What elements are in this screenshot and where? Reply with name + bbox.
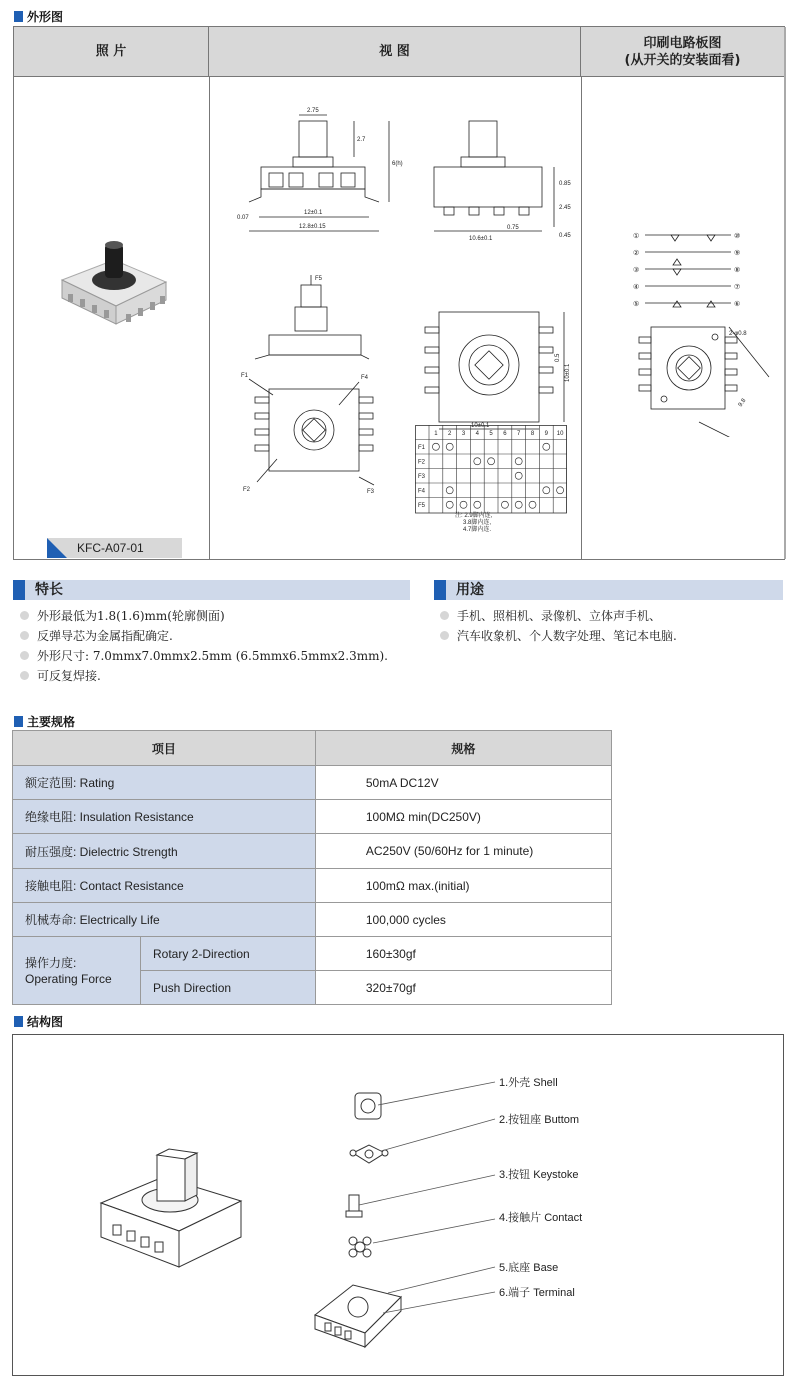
pcb-pin-label: ⑩ xyxy=(734,233,741,240)
svg-text:0.45: 0.45 xyxy=(559,233,571,239)
svg-text:2.7: 2.7 xyxy=(357,137,366,143)
truth-table-row-label: F5 xyxy=(418,502,426,509)
bar-accent-icon xyxy=(434,580,446,600)
table-row: 额定范围: Rating 50mA DC12V xyxy=(13,766,612,800)
top-view-large xyxy=(425,312,564,429)
truth-table-col-label: 2 xyxy=(448,431,452,437)
svg-text:0.5: 0.5 xyxy=(555,353,561,362)
svg-text:2.按钮座 Buttom: 2.按钮座 Buttom xyxy=(499,1114,580,1126)
svg-text:F1: F1 xyxy=(241,373,249,379)
structure-section-title: 结构图 xyxy=(14,1013,63,1030)
tag-corner-icon xyxy=(47,538,67,558)
side-view-2 xyxy=(434,121,554,231)
svg-text:0.75: 0.75 xyxy=(507,225,519,231)
assembled-switch xyxy=(101,1149,241,1267)
structure-panel xyxy=(12,1034,784,1376)
svg-text:6(h): 6(h) xyxy=(392,161,403,167)
bullet-icon xyxy=(20,631,29,640)
outline-table xyxy=(13,26,785,560)
svg-text:12.8±0.15: 12.8±0.15 xyxy=(299,224,326,230)
svg-text:F3: F3 xyxy=(367,489,375,495)
pcb-pin-lines xyxy=(633,232,740,308)
truth-table-col-label: 4 xyxy=(475,431,479,437)
spec-section-title: 主要规格 xyxy=(14,713,75,730)
part-buttom xyxy=(350,1145,388,1163)
section-marker-icon xyxy=(14,1016,23,1027)
truth-table-row-label: F1 xyxy=(418,444,426,451)
svg-text:10.6±0.1: 10.6±0.1 xyxy=(469,236,493,242)
side-view-3 xyxy=(255,275,369,359)
svg-text:10±0.1: 10±0.1 xyxy=(565,363,571,382)
svg-text:2.45: 2.45 xyxy=(559,205,571,211)
bar-accent-icon xyxy=(13,580,25,600)
bullet-icon xyxy=(20,671,29,680)
pcb-footprint xyxy=(639,327,769,437)
truth-table-mark xyxy=(488,458,495,465)
spec-header-row xyxy=(13,731,612,766)
pcb-pin-label: ① xyxy=(633,233,640,240)
list-item: 反弹导芯为金属指配确定. xyxy=(20,626,388,646)
pcb-pin-label: ③ xyxy=(633,267,640,274)
truth-table-mark xyxy=(515,472,522,479)
part-keystoke xyxy=(346,1195,362,1217)
pcb-schematic xyxy=(619,227,779,437)
force-item: 操作力度: Operating Force xyxy=(13,937,141,1005)
svg-text:0.85: 0.85 xyxy=(559,181,571,187)
list-item: 外形最低为1.8(1.6)mm(轮廓侧面) xyxy=(20,606,388,626)
truth-table-col-label: 3 xyxy=(461,431,466,437)
spec-table xyxy=(12,730,612,1005)
truth-table-grid xyxy=(415,425,567,514)
truth-table-col-label: 1 xyxy=(434,431,438,437)
col-photo-header: 照 片 xyxy=(14,27,209,77)
truth-table-mark xyxy=(460,501,467,508)
svg-text:9.8: 9.8 xyxy=(737,397,748,409)
table-row: 操作力度: Operating Force Rotary 2-Direction 160±30gf xyxy=(13,937,612,971)
truth-table-row-label: F3 xyxy=(418,473,426,480)
truth-table-mark xyxy=(557,487,564,494)
uses-bar: 用途 xyxy=(434,580,783,600)
part-shell xyxy=(355,1093,381,1119)
col-pcb-header: 印刷电路板图 (从开关的安装面看) xyxy=(624,36,741,68)
truth-table-mark xyxy=(501,501,508,508)
svg-text:4.接触片 Contact: 4.接触片 Contact xyxy=(499,1212,583,1224)
truth-table-col-label: 7 xyxy=(517,431,521,437)
table-row: 耐压强度: Dielectric Strength AC250V (50/60Hz for 1 minute) xyxy=(13,834,612,869)
bullet-icon xyxy=(20,651,29,660)
table-row: 绝缘电阻: Insulation Resistance 100MΩ min(DC250V) xyxy=(13,800,612,834)
table-row: 机械寿命: Electrically Life 100,000 cycles xyxy=(13,903,612,937)
spec-header-spec: 规格 xyxy=(315,731,611,766)
svg-text:12±0.1: 12±0.1 xyxy=(304,210,323,216)
table-row: 接触电阻: Contact Resistance 100mΩ max.(initial) xyxy=(13,869,612,903)
bullet-icon xyxy=(440,611,449,620)
top-view-f xyxy=(249,379,374,485)
product-photo xyxy=(54,232,179,337)
divider xyxy=(581,77,582,559)
list-item: 外形尺寸: 7.0mmx7.0mmx2.5mm (6.5mmx6.5mmx2.3mm). xyxy=(20,646,388,666)
list-item: 可反复焊接. xyxy=(20,666,388,686)
list-item: 汽车收象机、个人数字处理、笔记本电脑. xyxy=(440,626,677,646)
pcb-pin-label: ⑨ xyxy=(734,250,741,257)
bullet-icon xyxy=(440,631,449,640)
part-base xyxy=(315,1285,401,1347)
pcb-pin-label: ⑥ xyxy=(734,301,741,308)
section-marker-icon xyxy=(14,716,23,727)
truth-table-mark xyxy=(474,458,481,465)
truth-table-row-label: F4 xyxy=(418,488,426,495)
truth-table-mark xyxy=(446,487,453,494)
truth-table-col-label: 9 xyxy=(544,431,548,437)
truth-table-col-label: 10 xyxy=(556,431,564,437)
pcb-pin-label: ⑧ xyxy=(734,267,741,274)
truth-table-mark xyxy=(515,458,522,465)
pcb-pin-label: ⑤ xyxy=(633,301,640,308)
col-view-header: 视 图 xyxy=(209,27,581,77)
pcb-pin-label: ② xyxy=(633,250,640,257)
pcb-pin-label: ④ xyxy=(633,284,640,291)
svg-text:F5: F5 xyxy=(315,276,323,282)
truth-table-col-label: 5 xyxy=(489,431,493,437)
outline-section-title: 外形图 xyxy=(14,8,63,25)
svg-text:5.底座 Base: 5.底座 Base xyxy=(499,1262,559,1274)
svg-text:0.07: 0.07 xyxy=(237,215,249,221)
truth-table-mark xyxy=(515,501,522,508)
table-row: Push Direction 320±70gf xyxy=(13,971,612,1005)
svg-text:2-φ0.8: 2-φ0.8 xyxy=(729,331,747,337)
features-bar: 特长 xyxy=(13,580,410,600)
bullet-icon xyxy=(20,611,29,620)
svg-text:F4: F4 xyxy=(361,375,369,381)
truth-table-mark xyxy=(446,443,453,450)
svg-text:10±0.1: 10±0.1 xyxy=(471,423,490,429)
truth-table-border xyxy=(416,426,567,514)
model-tag: KFC-A07-01 xyxy=(47,538,182,558)
uses-list xyxy=(440,606,677,646)
svg-text:1.外壳 Shell: 1.外壳 Shell xyxy=(499,1077,558,1089)
truth-table-mark xyxy=(446,501,453,508)
svg-text:6.端子 Terminal: 6.端子 Terminal xyxy=(499,1287,575,1299)
svg-text:F2: F2 xyxy=(243,487,251,493)
divider xyxy=(209,77,210,559)
part-contact xyxy=(349,1237,371,1257)
truth-table-mark xyxy=(474,501,481,508)
spec-header-item: 项目 xyxy=(13,731,316,766)
truth-table-notes: 注: 2.9脚内连, 3.8脚内连, 4.7脚内连. xyxy=(455,513,493,533)
svg-text:2.75: 2.75 xyxy=(307,108,319,114)
truth-table-mark xyxy=(543,443,550,450)
divider xyxy=(784,27,786,559)
truth-table-mark xyxy=(529,501,536,508)
section-marker-icon xyxy=(14,11,23,22)
truth-table-mark xyxy=(543,487,550,494)
truth-table-row-label: F2 xyxy=(418,459,426,466)
structure-diagram xyxy=(13,1035,783,1375)
pcb-pin-label: ⑦ xyxy=(734,284,741,291)
truth-table-col-label: 8 xyxy=(530,431,535,437)
list-item: 手机、照相机、录像机、立体声手机、 xyxy=(440,606,677,626)
features-list xyxy=(20,606,388,686)
truth-table xyxy=(415,425,567,514)
truth-table-mark xyxy=(432,443,439,450)
svg-text:3.按钮 Keystoke: 3.按钮 Keystoke xyxy=(499,1169,579,1181)
truth-table-col-label: 6 xyxy=(503,431,507,437)
